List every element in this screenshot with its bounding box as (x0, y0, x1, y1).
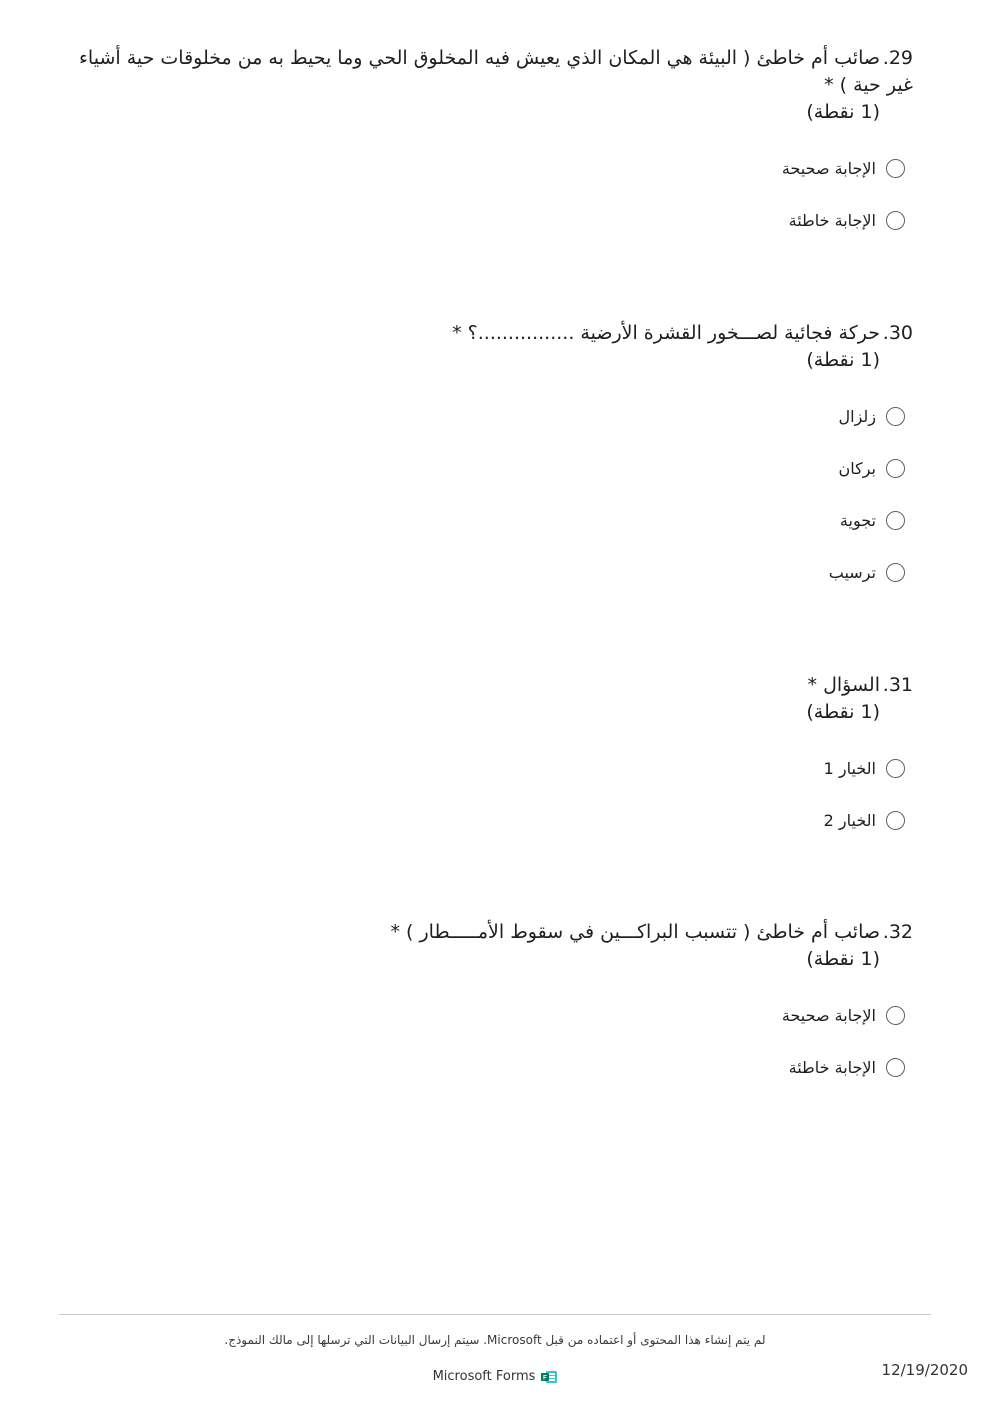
option-label: الإجابة صحيحة (781, 158, 876, 178)
question-32 (390, 919, 913, 1107)
radio-button[interactable] (886, 407, 905, 426)
radio-button[interactable] (886, 563, 905, 582)
options-list (390, 1003, 905, 1079)
question-number: 29. (882, 47, 913, 69)
options-list (806, 756, 905, 832)
question-text: السؤال * (807, 674, 880, 696)
options-list (77, 156, 905, 232)
question-title (390, 919, 913, 946)
option-label: الإجابة خاطئة (788, 210, 876, 230)
footer-brand (0, 1369, 990, 1384)
question-points: (1 نقطة) (806, 349, 880, 371)
microsoft-forms-icon (541, 1370, 557, 1384)
option-label: ترسيب (828, 562, 876, 582)
radio-button[interactable] (886, 459, 905, 478)
question-number: 32. (882, 921, 913, 943)
radio-button[interactable] (886, 211, 905, 230)
question-30 (452, 320, 913, 612)
question-number: 30. (882, 322, 913, 344)
option-volcano[interactable] (452, 456, 905, 480)
print-date: 12/19/2020 (881, 1361, 968, 1379)
question-title (77, 45, 913, 99)
radio-button[interactable] (886, 1006, 905, 1025)
option-2[interactable] (806, 808, 905, 832)
question-text: صائب أم خاطئ ( تتسبب البراكـــين في سقوط الأمـــــطار ) * (390, 921, 880, 943)
option-label: بركان (838, 458, 876, 478)
option-true[interactable] (77, 156, 905, 180)
footer-disclaimer: لم يتم إنشاء هذا المحتوى أو اعتماده من قبل Microsoft. سيتم إرسال البيانات التي ترسلها إلى مالك النموذج. (224, 1333, 766, 1347)
option-1[interactable] (806, 756, 905, 780)
option-true[interactable] (390, 1003, 905, 1027)
option-earthquake[interactable] (452, 404, 905, 428)
radio-button[interactable] (886, 759, 905, 778)
radio-button[interactable] (886, 511, 905, 530)
option-weathering[interactable] (452, 508, 905, 532)
question-text: حركة فجائية لصـــخور القشرة الأرضية ................؟ * (452, 322, 880, 344)
svg-text:F: F (543, 1374, 548, 1381)
question-points: (1 نقطة) (806, 101, 880, 123)
option-false[interactable] (77, 208, 905, 232)
option-label: الإجابة صحيحة (781, 1005, 876, 1025)
brand-name: Microsoft Forms (432, 1369, 536, 1384)
question-number: 31. (882, 674, 913, 696)
question-31 (806, 672, 913, 860)
option-label: تجوية (839, 510, 876, 530)
radio-button[interactable] (886, 811, 905, 830)
question-points: (1 نقطة) (806, 948, 880, 970)
option-label: الخيار 1 (823, 758, 876, 778)
question-title (452, 320, 913, 347)
footer-divider (59, 1314, 931, 1315)
radio-button[interactable] (886, 159, 905, 178)
question-29 (77, 45, 913, 260)
option-label: الخيار 2 (823, 810, 876, 830)
question-text: صائب أم خاطئ ( البيئة هي المكان الذي يعيش فيه المخلوق الحي وما يحيط به من مخلوقات حية أشياء غير حية ) * (79, 47, 913, 96)
option-false[interactable] (390, 1055, 905, 1079)
option-sedimentation[interactable] (452, 560, 905, 584)
radio-button[interactable] (886, 1058, 905, 1077)
option-label: زلزال (838, 406, 876, 426)
options-list (452, 404, 905, 584)
question-points: (1 نقطة) (806, 701, 880, 723)
option-label: الإجابة خاطئة (788, 1057, 876, 1077)
question-title (806, 672, 913, 699)
